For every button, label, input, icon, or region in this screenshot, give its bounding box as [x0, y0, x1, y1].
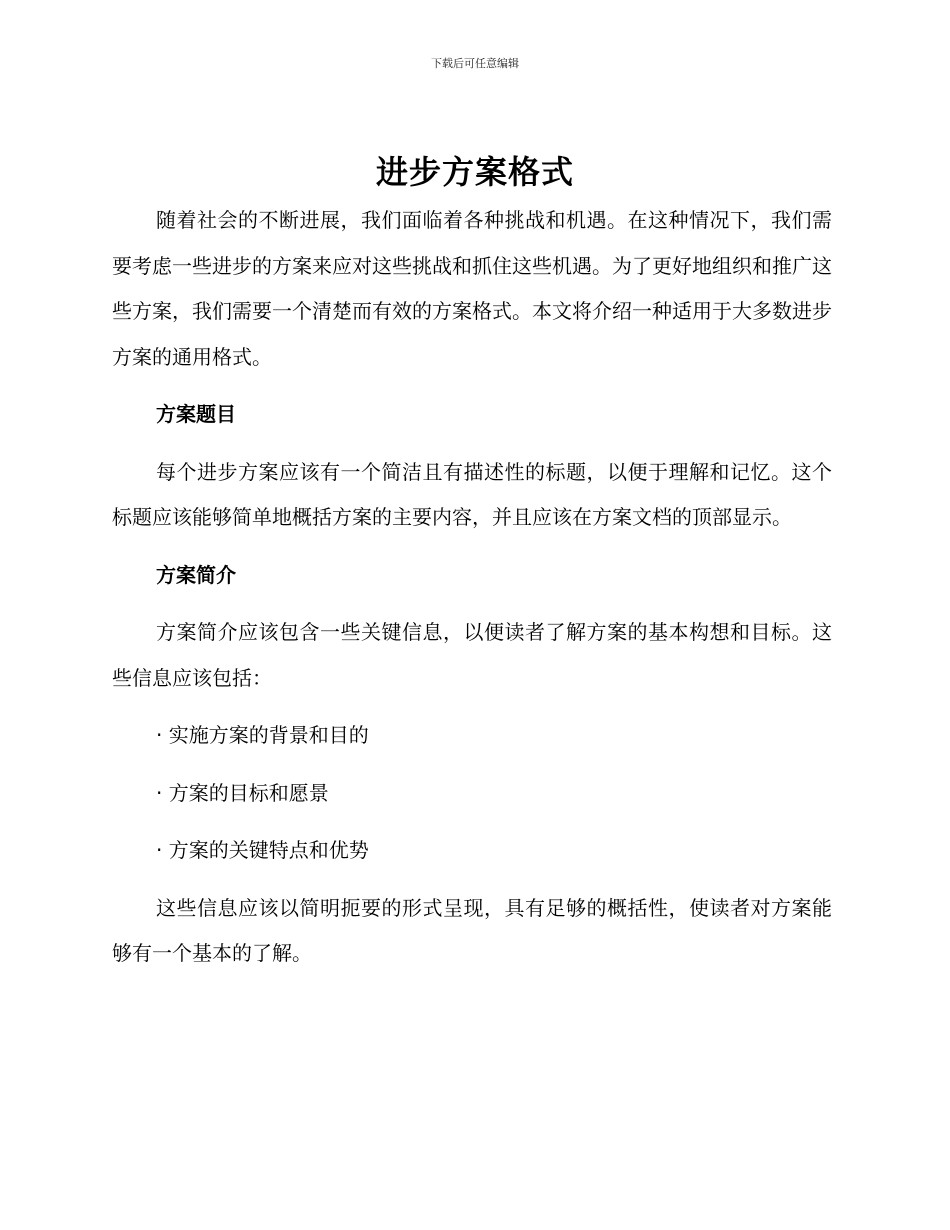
document-title: 进步方案格式	[375, 153, 574, 191]
section-heading-title: 方案题目	[156, 402, 236, 426]
document-body	[112, 198, 832, 977]
bullet-item: · 方案的关键特点和优势	[156, 838, 369, 862]
section-title-paragraph: 每个进步方案应该有一个简洁且有描述性的标题，以便于理解和记忆。这个标题应该能够简单地概括方案的主要内容，并且应该在方案文档的顶部显示。	[112, 459, 832, 529]
section-heading-summary: 方案简介	[156, 562, 236, 587]
bullet-item: · 方案的目标和愿景	[156, 780, 329, 805]
bullet-item: · 实施方案的背景和目的	[156, 723, 369, 747]
section-summary-paragraph: 方案简介应该包含一些关键信息，以便读者了解方案的基本构想和目标。这些信息应该包括：	[112, 620, 832, 690]
closing-paragraph: 这些信息应该以简明扼要的形式呈现，具有足够的概括性，使读者对方案能够有一个基本的了解。	[112, 895, 832, 965]
header-note: 下载后可任意编辑	[431, 57, 519, 70]
intro-paragraph: 随着社会的不断进展，我们面临着各种挑战和机遇。在这种情况下，我们需要考虑一些进步的方案来应对这些挑战和抓住这些机遇。为了更好地组织和推广这些方案，我们需要一个清楚而有效的方案格式。本文将介绍一种适用于大多数进步方案的通用格式。	[112, 208, 832, 369]
